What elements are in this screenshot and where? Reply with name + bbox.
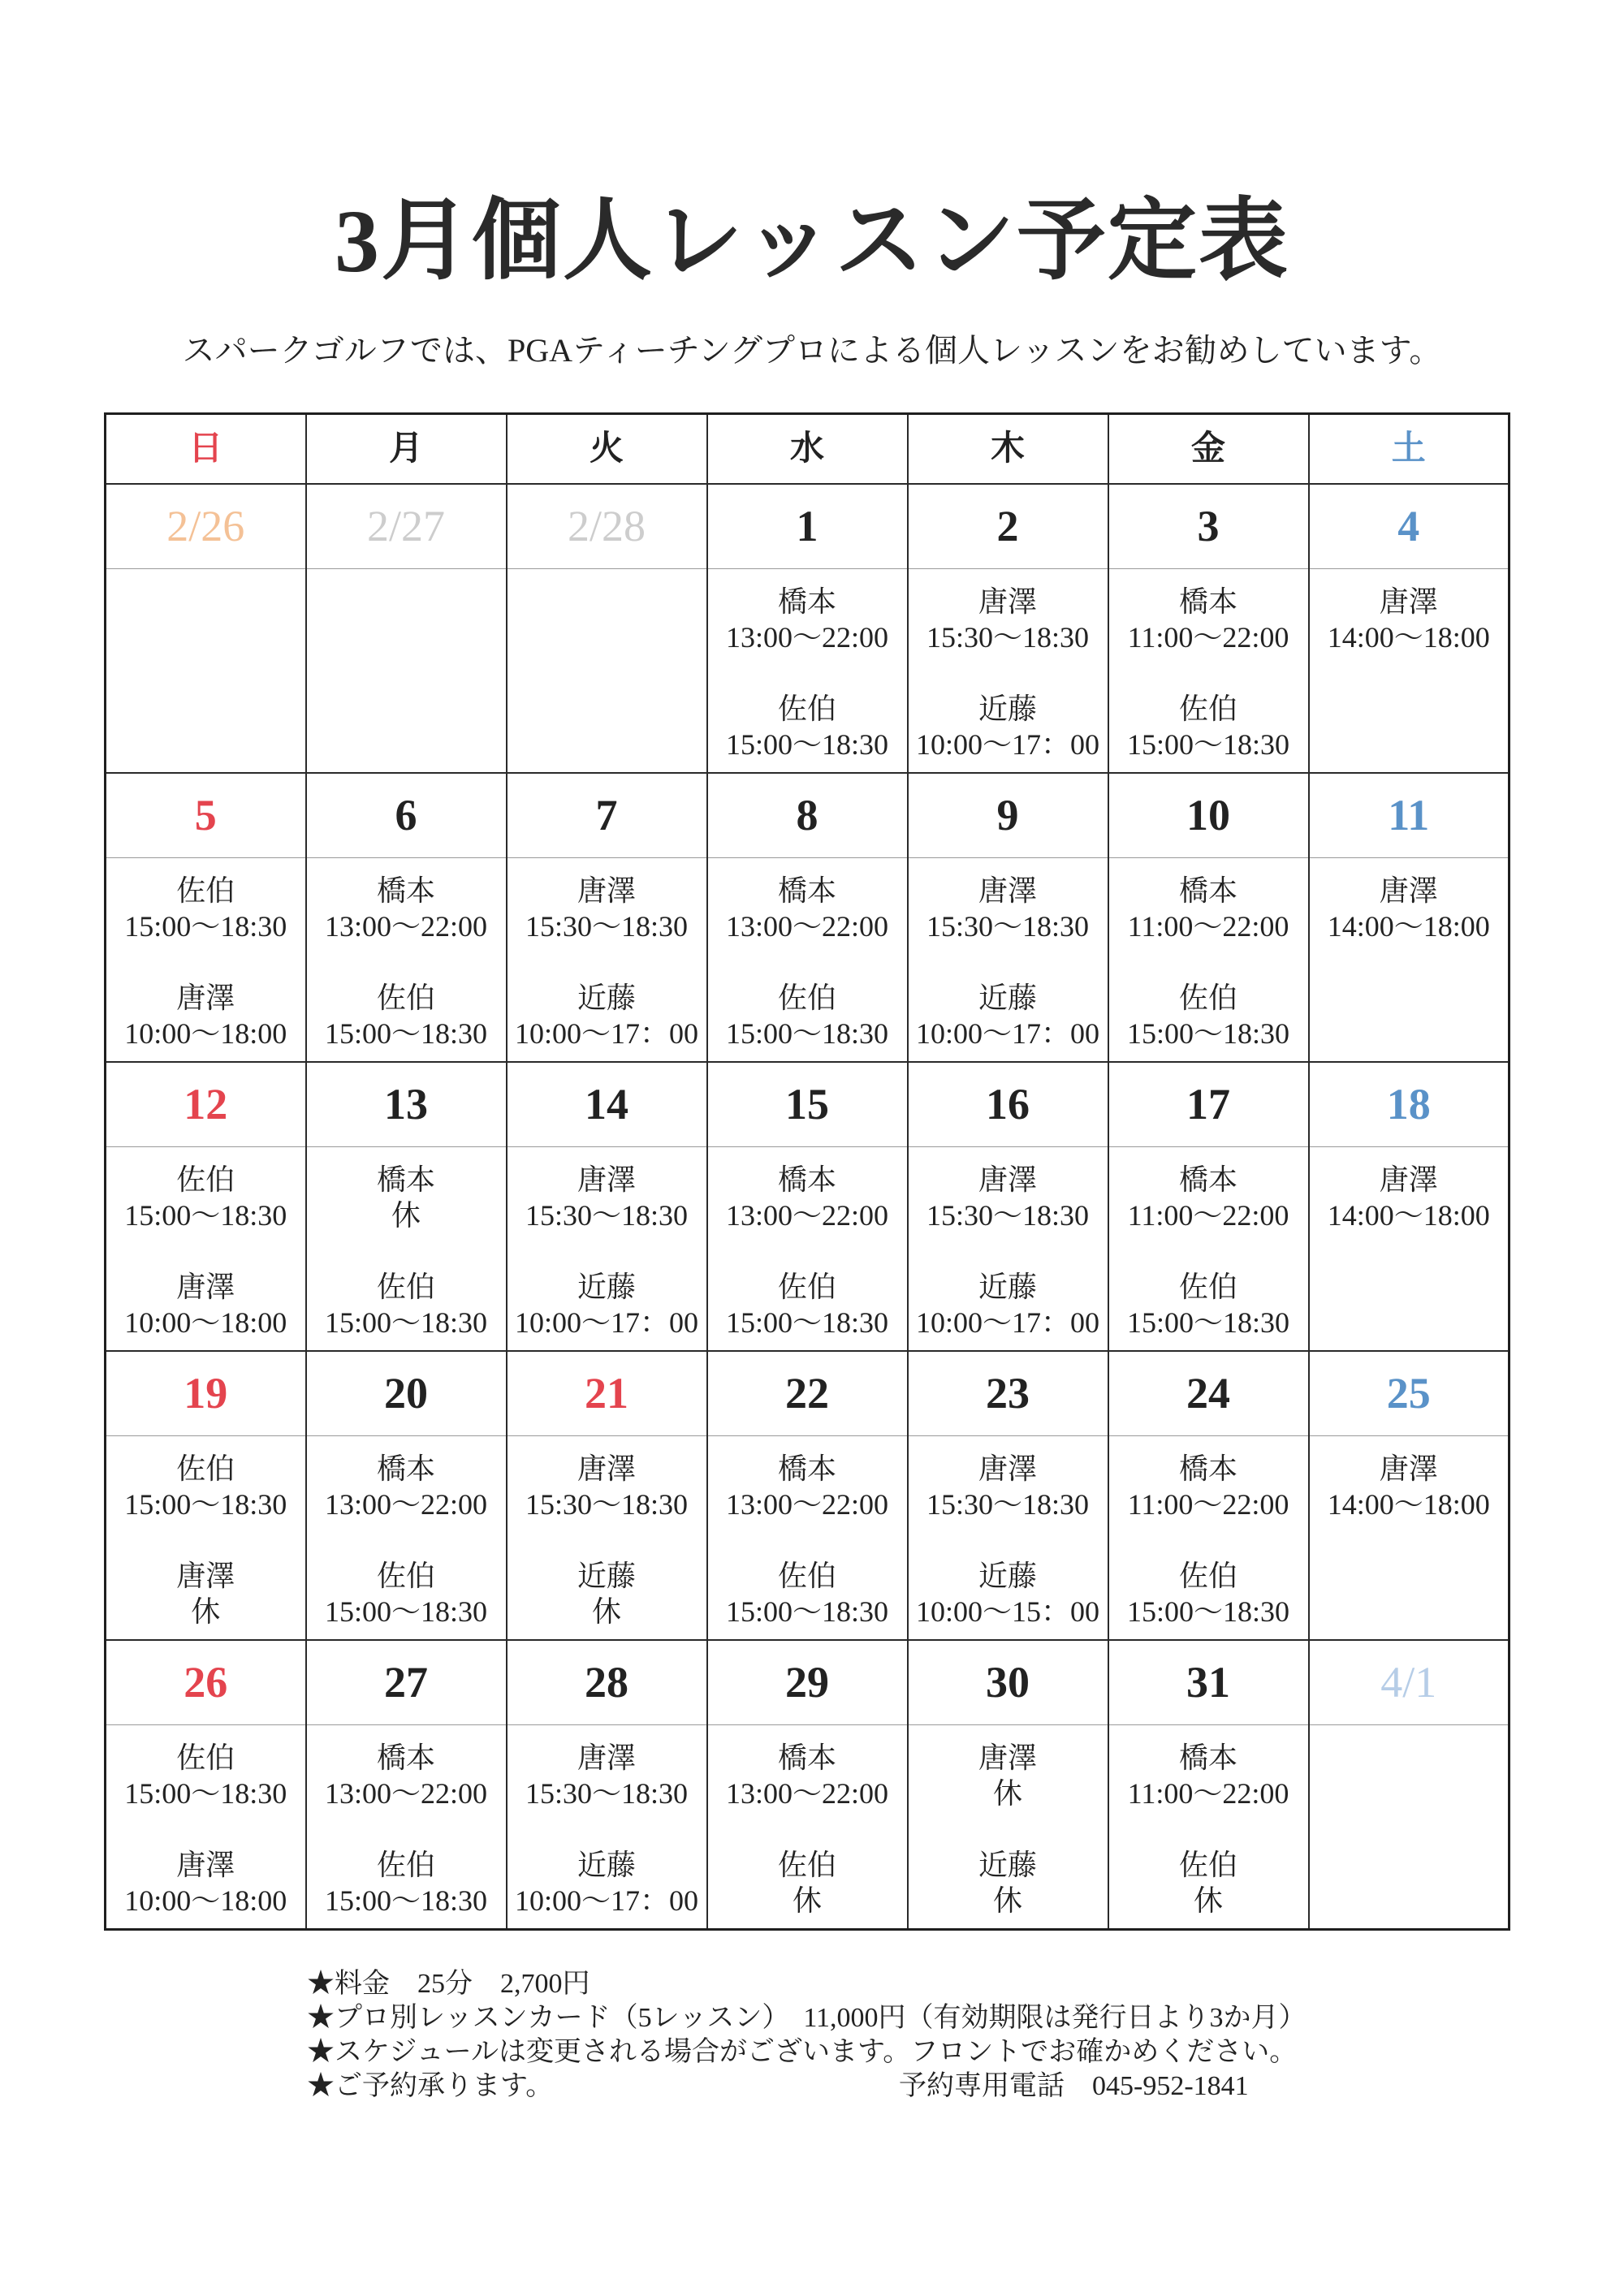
instructor-name: 唐澤 — [1379, 585, 1438, 618]
lesson-time: 13:00～22:00 — [725, 1488, 888, 1521]
lesson-time: 10:00～17：00 — [915, 1017, 1099, 1050]
lesson-cell — [306, 1436, 507, 1641]
lesson-cell — [707, 1147, 908, 1352]
lesson-time: 15:00～18:30 — [124, 1777, 287, 1810]
lesson-entry — [1109, 1162, 1308, 1233]
lesson-cell — [908, 858, 1108, 1063]
lesson-entry — [708, 1740, 907, 1811]
lesson-time: 14:00～18:00 — [1327, 621, 1490, 654]
date-number: 18 — [1309, 1062, 1510, 1147]
lesson-entry — [106, 1740, 305, 1811]
lesson-entry — [508, 1451, 706, 1522]
instructor-name: 佐伯 — [376, 1560, 435, 1592]
lesson-entry — [106, 980, 305, 1051]
date-number: 2 — [908, 484, 1108, 569]
instructor-name: 橋本 — [1178, 1741, 1237, 1774]
lesson-time: 10:00～17：00 — [514, 1306, 698, 1339]
instructor-name: 唐澤 — [1379, 1452, 1438, 1485]
instructor-name: 近藤 — [577, 1849, 636, 1881]
lesson-entry — [909, 1162, 1108, 1233]
instructor-name: 佐伯 — [777, 1560, 836, 1592]
instructor-name: 橋本 — [376, 1741, 435, 1774]
lesson-cell — [707, 1725, 908, 1930]
lesson-entry — [106, 1847, 305, 1918]
lesson-cell — [908, 1147, 1108, 1352]
lesson-time: 14:00～18:00 — [1327, 910, 1490, 943]
lesson-entry — [708, 691, 907, 762]
date-number: 21 — [507, 1351, 707, 1436]
lesson-cell — [1108, 1725, 1309, 1930]
date-number: 23 — [908, 1351, 1108, 1436]
date-number: 11 — [1309, 773, 1510, 858]
lesson-time: 11:00～22:00 — [1127, 1777, 1289, 1810]
lesson-entry — [909, 1451, 1108, 1522]
lesson-time: 15:00～18:30 — [124, 1488, 287, 1521]
lesson-time: 11:00～22:00 — [1127, 621, 1289, 654]
instructor-name: 橋本 — [777, 1452, 836, 1485]
instructor-name: 佐伯 — [1178, 1560, 1237, 1592]
notes-section — [307, 1967, 1525, 2104]
date-number: 5 — [106, 773, 306, 858]
lesson-cell — [306, 1725, 507, 1930]
date-number: 25 — [1309, 1351, 1510, 1436]
instructor-name: 佐伯 — [1178, 982, 1237, 1014]
lesson-cell — [1108, 569, 1309, 774]
lesson-entry — [1310, 1451, 1509, 1522]
instructor-name: 唐澤 — [577, 1741, 636, 1774]
date-number: 17 — [1108, 1062, 1309, 1147]
lesson-time: 15:00～18:30 — [324, 1595, 487, 1628]
lesson-time: 15:00～18:30 — [725, 1306, 888, 1339]
date-number: 29 — [707, 1640, 908, 1725]
lesson-entry — [1109, 1451, 1308, 1522]
date-number: 30 — [908, 1640, 1108, 1725]
lesson-time: 13:00～22:00 — [725, 910, 888, 943]
lesson-entry — [307, 1162, 506, 1233]
instructor-name: 唐澤 — [978, 874, 1037, 907]
date-number: 2/27 — [306, 484, 507, 569]
lesson-entry — [1109, 1847, 1308, 1918]
instructor-name: 唐澤 — [176, 1560, 235, 1592]
note-lesson-card: ★プロ別レッスンカード（5レッスン） 11,000円（有効期限は発行日より3か月） — [307, 2003, 1307, 2033]
instructor-name: 近藤 — [978, 982, 1037, 1014]
date-number: 26 — [106, 1640, 306, 1725]
lesson-time: 13:00～22:00 — [725, 621, 888, 654]
date-number: 9 — [908, 773, 1108, 858]
date-number: 10 — [1108, 773, 1309, 858]
calendar-body — [106, 484, 1510, 1930]
note-reservation-line — [307, 2069, 1525, 2104]
lesson-cell — [507, 1436, 707, 1641]
instructor-name: 唐澤 — [176, 1849, 235, 1881]
lesson-entry — [106, 1269, 305, 1340]
week-date-row — [106, 1351, 1510, 1436]
lesson-entry — [708, 1451, 907, 1522]
lesson-cell — [507, 1147, 707, 1352]
weekday-wednesday: 水 — [707, 414, 908, 485]
lesson-cell — [1309, 1147, 1510, 1352]
lesson-cell — [1309, 569, 1510, 774]
lesson-time: 休 — [191, 1595, 221, 1628]
instructor-name: 佐伯 — [1178, 1271, 1237, 1303]
weekday-header-row — [106, 414, 1510, 485]
lesson-entry — [909, 1558, 1108, 1629]
date-number: 4 — [1309, 484, 1510, 569]
instructor-name: 佐伯 — [176, 1163, 235, 1196]
lesson-entry — [1310, 1162, 1509, 1233]
week-date-row — [106, 773, 1510, 858]
lesson-time: 15:00～18:30 — [1126, 1306, 1289, 1339]
date-number: 24 — [1108, 1351, 1309, 1436]
instructor-name: 唐澤 — [577, 1452, 636, 1485]
instructor-name: 佐伯 — [376, 1849, 435, 1881]
lesson-time: 14:00～18:00 — [1327, 1488, 1490, 1521]
lesson-cell — [106, 569, 306, 774]
lesson-time: 15:00～18:30 — [124, 1199, 287, 1232]
instructor-name: 佐伯 — [376, 982, 435, 1014]
lesson-cell — [507, 858, 707, 1063]
instructor-name: 近藤 — [978, 1560, 1037, 1592]
lesson-cell — [908, 1725, 1108, 1930]
lesson-cell — [1309, 1436, 1510, 1641]
lesson-time: 15:30～18:30 — [926, 621, 1089, 654]
lesson-time: 休 — [992, 1884, 1022, 1917]
weekday-thursday: 木 — [908, 414, 1108, 485]
week-date-row — [106, 1062, 1510, 1147]
lesson-entry — [508, 1740, 706, 1811]
lesson-time: 15:00～18:30 — [324, 1017, 487, 1050]
lesson-entry — [1109, 873, 1308, 944]
lesson-entry — [307, 1740, 506, 1811]
week-date-row — [106, 484, 1510, 569]
date-number: 12 — [106, 1062, 306, 1147]
instructor-name: 橋本 — [777, 585, 836, 618]
lesson-time: 15:30～18:30 — [926, 910, 1089, 943]
lesson-cell — [306, 1147, 507, 1352]
lesson-entry — [106, 873, 305, 944]
lesson-entry — [106, 1558, 305, 1629]
week-lesson-row — [106, 858, 1510, 1063]
page-title: 3月個人レッスン予定表 — [335, 192, 1289, 291]
week-lesson-row — [106, 1147, 1510, 1352]
date-number: 28 — [507, 1640, 707, 1725]
instructor-name: 佐伯 — [1178, 1849, 1237, 1881]
instructor-name: 橋本 — [777, 1163, 836, 1196]
instructor-name: 唐澤 — [978, 1741, 1037, 1774]
instructor-name: 橋本 — [1178, 874, 1237, 907]
lesson-entry — [508, 1269, 706, 1340]
instructor-name: 近藤 — [577, 1271, 636, 1303]
lesson-entry — [508, 980, 706, 1051]
lesson-cell — [1108, 858, 1309, 1063]
lesson-cell — [507, 569, 707, 774]
lesson-time: 10:00～17：00 — [514, 1017, 698, 1050]
lesson-cell — [1309, 1725, 1510, 1930]
lesson-time: 10:00～18:00 — [124, 1306, 287, 1339]
lesson-entry — [1109, 980, 1308, 1051]
lesson-cell — [707, 1436, 908, 1641]
note-fee: ★料金 25分 2,700円 — [307, 1969, 590, 1999]
lesson-time: 15:00～18:30 — [124, 910, 287, 943]
lesson-entry — [708, 980, 907, 1051]
lesson-cell — [306, 569, 507, 774]
instructor-name: 佐伯 — [777, 982, 836, 1014]
lesson-time: 15:30～18:30 — [525, 910, 688, 943]
lesson-cell — [1309, 858, 1510, 1063]
instructor-name: 橋本 — [376, 874, 435, 907]
date-number: 7 — [507, 773, 707, 858]
lesson-time: 11:00～22:00 — [1127, 910, 1289, 943]
instructor-name: 佐伯 — [777, 1849, 836, 1881]
instructor-name: 唐澤 — [577, 1163, 636, 1196]
instructor-name: 唐澤 — [176, 1271, 235, 1303]
date-number: 13 — [306, 1062, 507, 1147]
lesson-entry — [909, 980, 1108, 1051]
lesson-entry — [708, 584, 907, 655]
date-number: 27 — [306, 1640, 507, 1725]
note-schedule-change: ★スケジュールは変更される場合がございます。フロントでお確かめください。 — [307, 2037, 1298, 2067]
instructor-name: 橋本 — [1178, 1452, 1237, 1485]
weekday-sunday: 日 — [106, 414, 306, 485]
instructor-name: 橋本 — [1178, 1163, 1237, 1196]
instructor-name: 唐澤 — [978, 1163, 1037, 1196]
lesson-entry — [909, 873, 1108, 944]
lesson-time: 10:00～17：00 — [514, 1884, 698, 1917]
lesson-entry — [1310, 584, 1509, 655]
lesson-entry — [708, 1162, 907, 1233]
lesson-time: 15:30～18:30 — [926, 1488, 1089, 1521]
lesson-entry — [508, 873, 706, 944]
date-number: 6 — [306, 773, 507, 858]
lesson-time: 15:00～18:30 — [1126, 1017, 1289, 1050]
lesson-entry — [508, 1558, 706, 1629]
instructor-name: 近藤 — [978, 1271, 1037, 1303]
lesson-time: 15:00～18:30 — [725, 728, 888, 761]
instructor-name: 近藤 — [978, 693, 1037, 725]
lesson-entry — [307, 1451, 506, 1522]
lesson-time: 13:00～22:00 — [725, 1199, 888, 1232]
lesson-cell — [707, 569, 908, 774]
lesson-entry — [708, 1558, 907, 1629]
lesson-entry — [909, 584, 1108, 655]
lesson-time: 10:00～17：00 — [915, 1306, 1099, 1339]
date-number: 1 — [707, 484, 908, 569]
date-number: 2/28 — [507, 484, 707, 569]
lesson-entry — [106, 1451, 305, 1522]
lesson-cell — [707, 858, 908, 1063]
page-subtitle: スパークゴルフでは、PGAティーチングプロによる個人レッスンをお勧めしています。 — [182, 332, 1442, 369]
lesson-time: 15:00～18:30 — [324, 1306, 487, 1339]
lesson-entry — [508, 1847, 706, 1918]
lesson-time: 15:00～18:30 — [725, 1017, 888, 1050]
week-lesson-row — [106, 569, 1510, 774]
instructor-name: 佐伯 — [777, 693, 836, 725]
lesson-calendar — [104, 412, 1510, 1931]
date-number: 14 — [507, 1062, 707, 1147]
date-number: 16 — [908, 1062, 1108, 1147]
lesson-time: 10:00～18:00 — [124, 1017, 287, 1050]
lesson-entry — [708, 1847, 907, 1918]
lesson-time: 休 — [992, 1777, 1022, 1810]
weekday-monday: 月 — [306, 414, 507, 485]
instructor-name: 佐伯 — [777, 1271, 836, 1303]
lesson-entry — [307, 1558, 506, 1629]
lesson-entry — [909, 691, 1108, 762]
lesson-time: 15:00～18:30 — [1126, 728, 1289, 761]
instructor-name: 唐澤 — [1379, 1163, 1438, 1196]
lesson-time: 10:00～15：00 — [915, 1595, 1099, 1628]
lesson-cell — [306, 858, 507, 1063]
lesson-entry — [307, 1847, 506, 1918]
lesson-cell — [106, 858, 306, 1063]
date-number: 22 — [707, 1351, 908, 1436]
instructor-name: 佐伯 — [176, 1452, 235, 1485]
lesson-cell — [908, 1436, 1108, 1641]
week-date-row — [106, 1640, 1510, 1725]
lesson-entry — [307, 873, 506, 944]
lesson-entry — [307, 1269, 506, 1340]
lesson-time: 10:00～17：00 — [915, 728, 1099, 761]
instructor-name: 近藤 — [577, 982, 636, 1014]
instructor-name: 唐澤 — [1379, 874, 1438, 907]
lesson-time: 15:00～18:30 — [725, 1595, 888, 1628]
weekday-saturday: 土 — [1309, 414, 1510, 485]
lesson-entry — [1109, 1740, 1308, 1811]
lesson-time: 休 — [1193, 1884, 1223, 1917]
lesson-cell — [106, 1725, 306, 1930]
lesson-time: 15:30～18:30 — [926, 1199, 1089, 1232]
week-lesson-row — [106, 1436, 1510, 1641]
lesson-time: 13:00～22:00 — [324, 1488, 487, 1521]
lesson-time: 13:00～22:00 — [324, 1777, 487, 1810]
weekday-friday: 金 — [1108, 414, 1309, 485]
date-number: 8 — [707, 773, 908, 858]
lesson-time: 14:00～18:00 — [1327, 1199, 1490, 1232]
instructor-name: 近藤 — [577, 1560, 636, 1592]
lesson-time: 10:00～18:00 — [124, 1884, 287, 1917]
instructor-name: 橋本 — [777, 1741, 836, 1774]
instructor-name: 橋本 — [1178, 585, 1237, 618]
note-reservation: ★ご予約承ります。 — [307, 2071, 554, 2101]
instructor-name: 橋本 — [376, 1452, 435, 1485]
lesson-entry — [909, 1847, 1108, 1918]
lesson-cell — [106, 1436, 306, 1641]
date-number: 4/1 — [1309, 1640, 1510, 1725]
lesson-entry — [708, 1269, 907, 1340]
lesson-cell — [106, 1147, 306, 1352]
week-lesson-row — [106, 1725, 1510, 1930]
date-number: 15 — [707, 1062, 908, 1147]
lesson-time: 15:00～18:30 — [324, 1884, 487, 1917]
lesson-time: 15:30～18:30 — [525, 1488, 688, 1521]
instructor-name: 唐澤 — [978, 585, 1037, 618]
instructor-name: 佐伯 — [1178, 693, 1237, 725]
date-number: 20 — [306, 1351, 507, 1436]
date-number: 2/26 — [106, 484, 306, 569]
date-number: 19 — [106, 1351, 306, 1436]
lesson-time: 15:30～18:30 — [525, 1777, 688, 1810]
instructor-name: 唐澤 — [978, 1452, 1037, 1485]
lesson-entry — [1109, 691, 1308, 762]
instructor-name: 橋本 — [777, 874, 836, 907]
lesson-entry — [1109, 1269, 1308, 1340]
lesson-entry — [106, 1162, 305, 1233]
lesson-cell — [1108, 1436, 1309, 1641]
lesson-entry — [1109, 1558, 1308, 1629]
lesson-entry — [909, 1269, 1108, 1340]
lesson-time: 休 — [591, 1595, 621, 1628]
weekday-tuesday: 火 — [507, 414, 707, 485]
lesson-time: 13:00～22:00 — [725, 1777, 888, 1810]
lesson-entry — [307, 980, 506, 1051]
lesson-time: 11:00～22:00 — [1127, 1488, 1289, 1521]
instructor-name: 唐澤 — [176, 982, 235, 1014]
date-number: 3 — [1108, 484, 1309, 569]
lesson-time: 11:00～22:00 — [1127, 1199, 1289, 1232]
lesson-time: 15:00～18:30 — [1126, 1595, 1289, 1628]
lesson-cell — [1108, 1147, 1309, 1352]
instructor-name: 唐澤 — [577, 874, 636, 907]
instructor-name: 佐伯 — [176, 1741, 235, 1774]
lesson-cell — [908, 569, 1108, 774]
lesson-entry — [1310, 873, 1509, 944]
lesson-time: 休 — [391, 1199, 421, 1232]
lesson-entry — [909, 1740, 1108, 1811]
instructor-name: 佐伯 — [176, 874, 235, 907]
instructor-name: 佐伯 — [376, 1271, 435, 1303]
lesson-time: 13:00～22:00 — [324, 910, 487, 943]
lesson-entry — [508, 1162, 706, 1233]
reservation-phone: 予約専用電話 045-952-1841 — [899, 2071, 1249, 2101]
lesson-cell — [507, 1725, 707, 1930]
lesson-time: 15:30～18:30 — [525, 1199, 688, 1232]
lesson-time: 休 — [792, 1884, 822, 1917]
instructor-name: 橋本 — [376, 1163, 435, 1196]
instructor-name: 近藤 — [978, 1849, 1037, 1881]
lesson-entry — [708, 873, 907, 944]
date-number: 31 — [1108, 1640, 1309, 1725]
lesson-entry — [1109, 584, 1308, 655]
